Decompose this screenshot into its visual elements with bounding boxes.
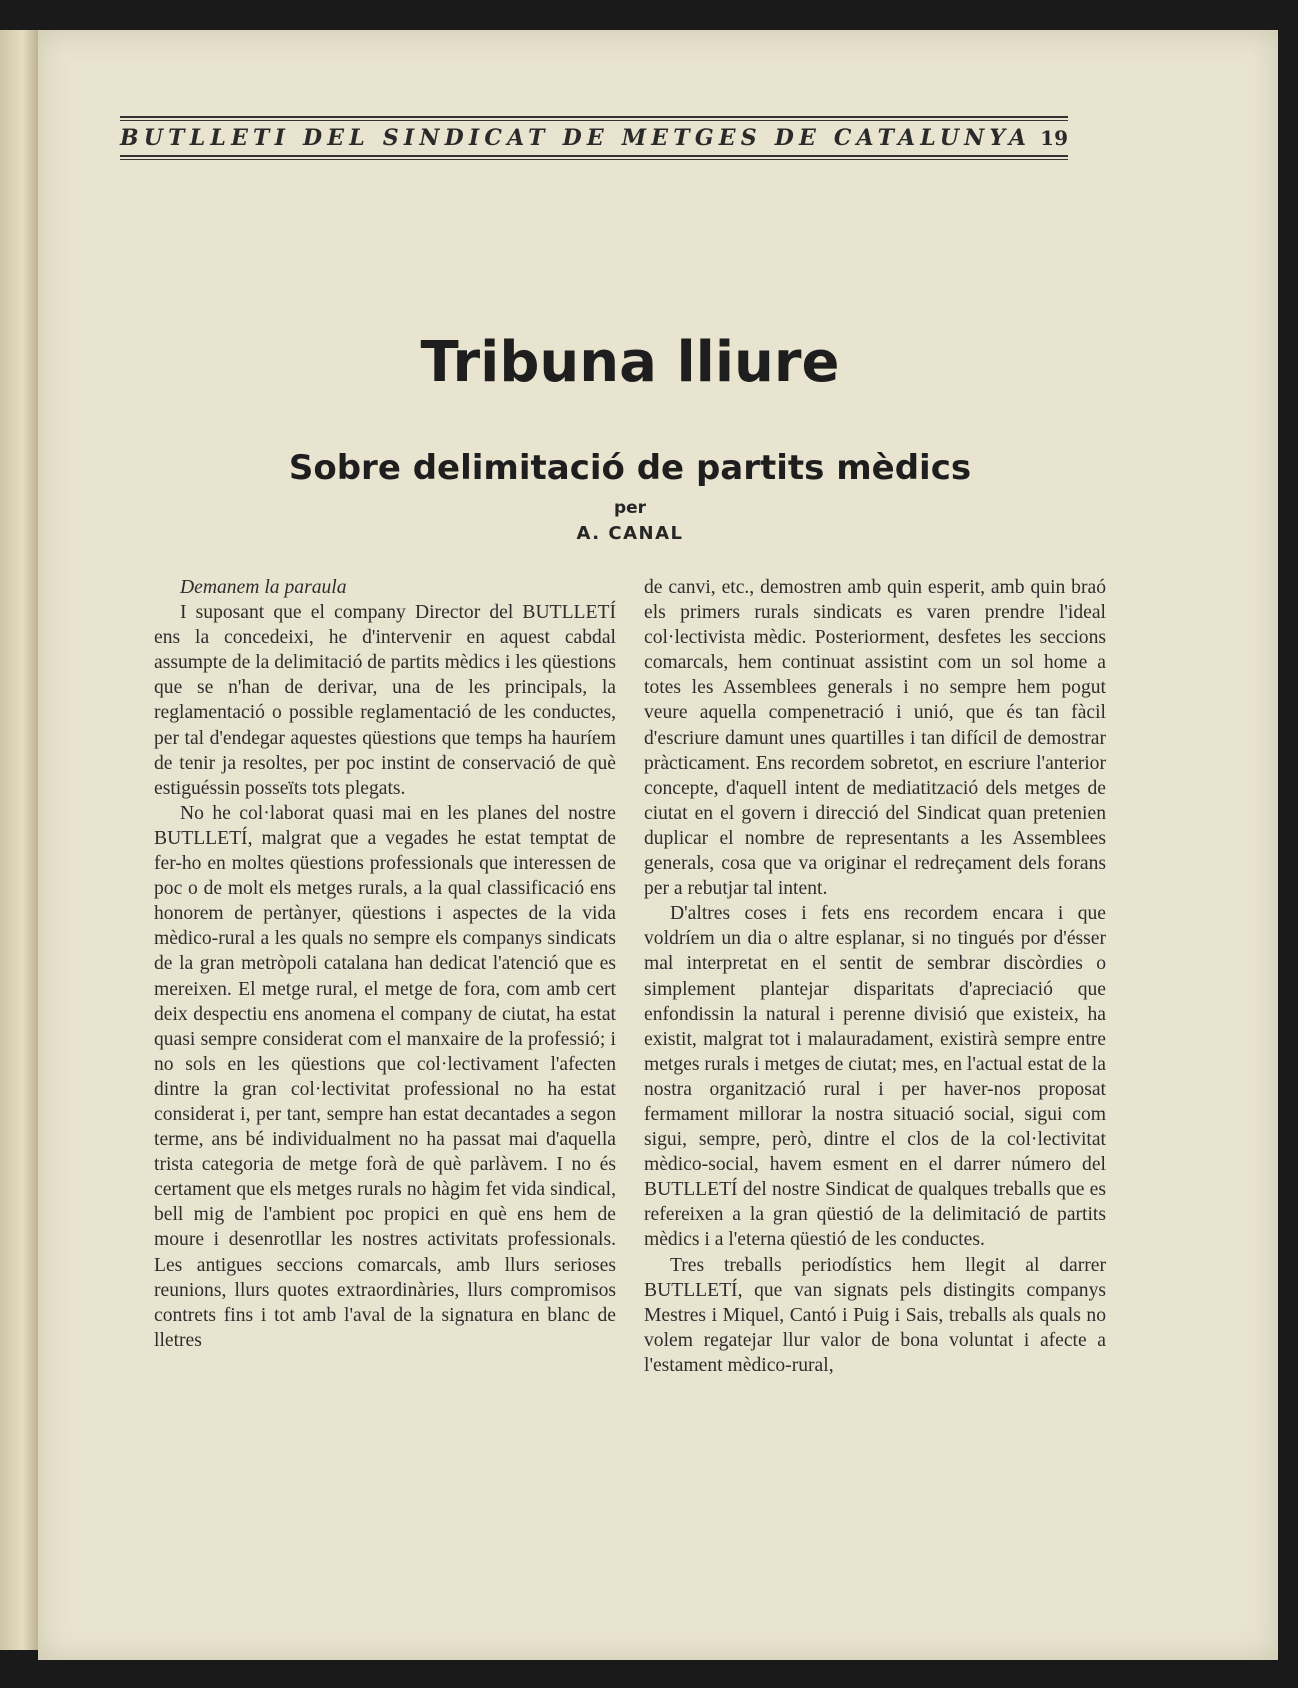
running-header — [120, 116, 1068, 160]
paragraph: Tres treballs periodístics hem llegit al darrer BUTLLETÍ, que van signats pels distingits companys Mestres i Miquel, Cantó i Puig i Sais, treballs als quals no volem regatejar llur valor de bona voluntat i afecte a l'estament mèdico-rural, — [644, 1254, 1106, 1376]
author-name: A. CANAL — [576, 523, 684, 544]
header-row — [120, 121, 1068, 155]
page-number: 19 — [1040, 126, 1068, 150]
paragraph: D'altres coses i fets ens recordem encara i que voldríem un dia o altre esplanar, si no tingués por d'ésser mal interpretat en el sentit de sembrar discòrdies o simplement plantejar disparitats d'apreciació que enfondissin la natural i perenne divisió que existeix, ha existit, malgrat tot i malauradament, existirà sempre entre metges rurals i metges de ciutat; mes, en l'actual estat de la nostra organització rural i per haver-nos proposat fermament millorar la nostra situació social, sigui com sigui, sempre, però, dintre el clos de la col·lectivitat mèdico-social, havem esment en el darrer número del BUTLLETÍ del nostre Sindicat de qualques treballs que es refereixen a la gran qüestió de la delimitació de partits mèdics i a l'eterna qüestió de les conductes. — [644, 903, 1106, 1251]
right-column — [644, 575, 1106, 1378]
journal-title: BUTLLETI DEL SINDICAT DE METGES DE CATALUNYA — [120, 125, 1032, 151]
paragraph: No he col·laborat quasi mai en les planes del nostre BUTLLETÍ, malgrat que a vegades he estat temptat de fer-ho en moltes qüestions professionals que interessen de poc o de molt els metges rurals, a la qual classificació ens honorem de pertànyer, qüestions i aspectes de la vida mèdico-rural a les quals no sempre els companys sindicats de la gran metròpoli catalana han dedicat l'atenció que es mereixen. El metge rural, el metge de fora, com amb cert deix despectiu ens anomena el company de ciutat, ha estat quasi sempre considerat com el manxaire de la professió; i no sols en les qüestions que col·lectivament l'afecten dintre la gran col·lectivitat professional no ha estat considerat i, per tant, sempre han estat decantades a segon terme, ans bé individualment no ha passat mai d'aquella trista categoria de metge forà de què parlàvem. I no és certament que els metges rurals no hàgim fet vida sindical, bell mig de l'ambient poc propici en què ens hem de moure i desenrotllar les nostres activitats professionals. Les antigues seccions comarcals, amb llurs serioses reunions, llurs quotes extraordinàries, llurs compromisos contrets fins i tot amb l'aval de la signatura en blanc de lletres — [154, 802, 616, 1351]
paragraph: I suposant que el company Director del BUTLLETÍ ens la concedeixi, he d'intervenir en aquest cabdal assumpte de la delimitació de partits mèdics i les qüestions que se n'han de derivar, una de les principals, la reglamentació o possible reglamentació de les conductes, per tal d'endegar aquestes qüestions que temps ha hauríem de tenir ja resoltes, per poc instint de conservació de què estiguéssin posseïts tots plegats. — [154, 602, 616, 799]
paragraph: de canvi, etc., demostren amb quin esperit, amb quin braó els primers rurals sindicats es varen prendre l'ideal col·lectivista mèdic. Posteriorment, desfetes les seccions comarcals, hem continuat assistint com un sol home a totes les Assemblees generals i no sempre hem pogut veure aquella compenetració i unió, que és tan fàcil d'escriure damunt unes quartilles i tan difícil de demostrar pràcticament. Ens recordem sobretot, en escriure l'anterior concepte, d'aquell intent de mediatització dels metges de ciutat en el govern i direcció del Sindicat quan pretenien duplicar el nombre de representants a les Assemblees generals, cosa que va originar el redreçament dels forans per a rebutjar tal intent. — [644, 577, 1106, 900]
article-subtitle: Sobre delimitació de partits mèdics — [288, 448, 972, 488]
article-title: Tribuna lliure — [420, 330, 840, 395]
byline-per: per — [613, 498, 647, 518]
header-rule-bottom — [120, 155, 1068, 157]
section-heading: Demanem la paraula — [180, 577, 347, 598]
book-spine — [0, 30, 38, 1650]
header-rule-bottom-thin — [120, 159, 1068, 160]
header-rule-top — [120, 116, 1068, 118]
left-column — [154, 575, 616, 1353]
